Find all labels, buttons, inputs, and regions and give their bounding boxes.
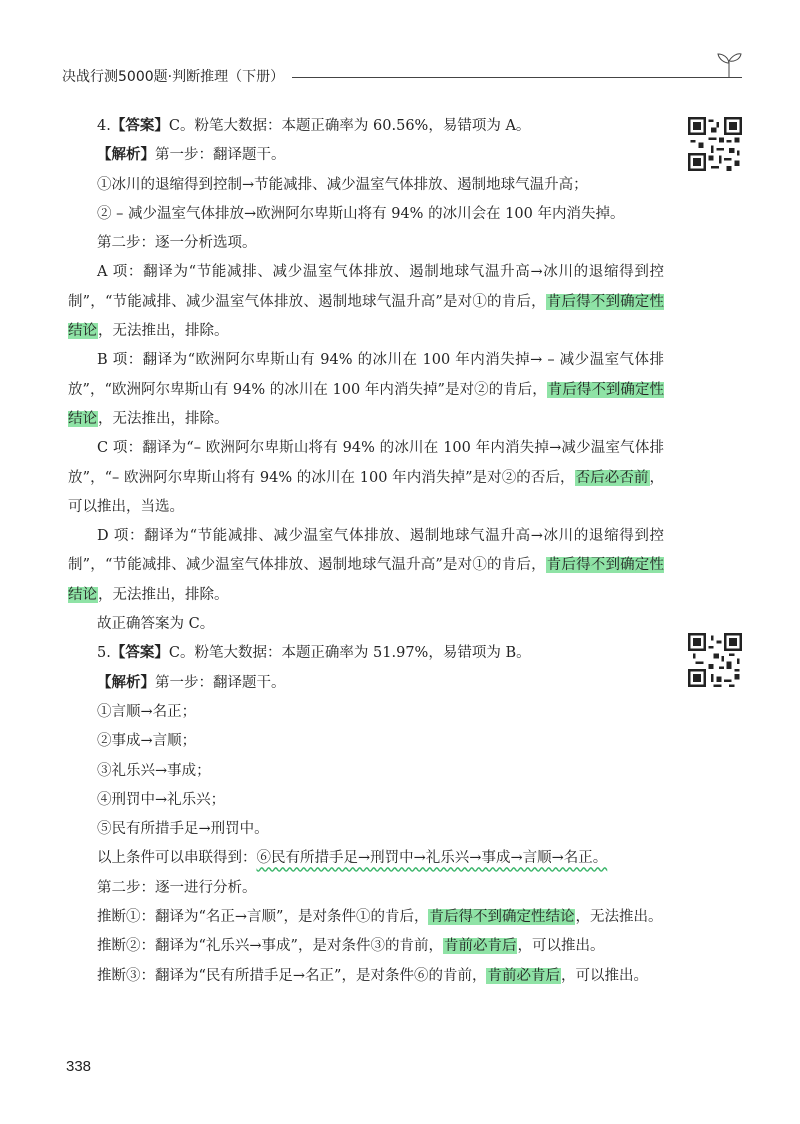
q4-option-a [68,258,664,346]
wavy-underlined-chain: ⑥民有所措手足→刑罚中→礼乐兴→事成→言顺→名正。 [256,850,608,867]
page-number: 338 [66,1058,92,1075]
highlight-marker: 肯后得不到确定性结论 [68,381,664,427]
q5-condition-1: ①言顺→名正； [97,703,197,720]
highlight-marker: 肯后得不到确定性结论 [429,909,575,926]
q4-step2: 第二步：逐一分析选项。 [97,235,257,252]
highlight-marker: 肯前必肯后 [487,967,560,984]
q4-step1: 第一步：翻译题干。 [155,147,286,164]
qr-code-icon [688,633,742,687]
q4-option-b [68,346,664,434]
inference-3-tail: ，可以推出。 [560,967,648,984]
book-title: 决战行测5000题·判断推理（下册） [62,69,285,85]
q4-conclusion: 故正确答案为 C。 [97,616,215,633]
option-a-tail: ，无法推出，排除。 [98,323,229,340]
option-d-text: D 项：翻译为“节能减排、减少温室气体排放、遏制地球气温升高→冰川的退缩得到控制”，“节能减排、减少温室气体排放、遏制地球气温升高”是对①的肯后， [68,528,664,574]
q5-step2: 第二步：逐一进行分析。 [97,879,257,896]
q5-answer-tag: 【答案】 [110,645,169,662]
q4-option-c [68,434,664,522]
q5-inference-3 [68,962,664,991]
q4-analysis-tag: 【解析】 [97,147,155,164]
q4-answer-line [68,112,664,141]
q4-answer-tag: 【答案】 [110,118,169,134]
inference-1-tail: ，无法推出。 [575,909,663,926]
option-b-tail: ，无法推出，排除。 [98,410,229,427]
q4-condition-2: ② – 减少温室气体排放→欧洲阿尔卑斯山将有 94% 的冰川会在 100 年内消失掉。 [97,205,625,222]
chain-prefix: 以上条件可以串联得到： [97,850,257,867]
q4-answer-text: C。粉笔大数据：本题正确率为 60.56%，易错项为 A。 [168,118,531,134]
inference-1-text: 推断①：翻译为“名正→言顺”，是对条件①的肯后， [97,909,429,926]
option-b-text: B 项：翻译为“欧洲阿尔卑斯山有 94% 的冰川在 100 年内消失掉→ – 减少温室气体排放”，“欧洲阿尔卑斯山有 94% 的冰川在 100 年内消失掉”是对②的肯后， [68,352,664,398]
inference-2-text: 推断②：翻译为“礼乐兴→事成”，是对条件③的肯前， [97,938,443,955]
q4-analysis-line [68,141,664,170]
q5-condition-4: ④刑罚中→礼乐兴； [97,791,226,808]
highlight-marker: 肯前必肯后 [443,938,517,955]
highlight-marker: 肯后得不到确定性结论 [68,293,664,340]
qr-code-icon [688,117,742,171]
q5-analysis-line [68,669,664,698]
q5-inference-2 [68,932,664,961]
option-c-text: C 项：翻译为“– 欧洲阿尔卑斯山将有 94% 的冰川在 100 年内消失掉→减少温室气体排放”，“– 欧洲阿尔卑斯山将有 94% 的冰川在 100 年内消失掉”是对②的否后， [68,440,664,486]
option-c-tail: ，可以推出，当选。 [68,469,665,515]
q4-condition-1: ①冰川的退缩得到控制→节能减排、减少温室气体排放、遏制地球气温升高； [97,176,588,193]
q5-condition-3: ③礼乐兴→事成； [97,762,211,779]
q4-number: 4. [97,118,111,134]
header-rule [292,77,742,78]
sprout-icon [714,50,744,80]
highlight-marker: 肯后得不到确定性结论 [68,557,664,603]
running-header [62,64,742,88]
q5-condition-2: ②事成→言顺； [97,733,197,750]
option-a-text: A 项：翻译为“节能减排、减少温室气体排放、遏制地球气温升高→冰川的退缩得到控制”，“节能减排、减少温室气体排放、遏制地球气温升高”是对①的肯后， [68,264,664,310]
highlight-marker: 否后必否前 [575,469,649,486]
inference-3-text: 推断③：翻译为“民有所措手足→名正”，是对条件⑥的肯前， [97,967,487,984]
q4-option-d [68,522,664,610]
q5-chain-line [68,844,664,873]
inference-2-tail: ，可以推出。 [517,938,605,955]
q5-condition-5: ⑤民有所措手足→刑罚中。 [97,821,269,838]
option-d-tail: ，无法推出，排除。 [98,586,229,603]
q5-step1: 第一步：翻译题干。 [155,674,286,691]
q5-answer-line [68,639,664,668]
q5-number: 5. [97,645,111,662]
page-body [68,112,664,991]
q5-answer-text: C。粉笔大数据：本题正确率为 51.97%，易错项为 B。 [168,645,531,662]
q5-inference-1 [68,903,664,932]
q5-analysis-tag: 【解析】 [97,674,155,691]
